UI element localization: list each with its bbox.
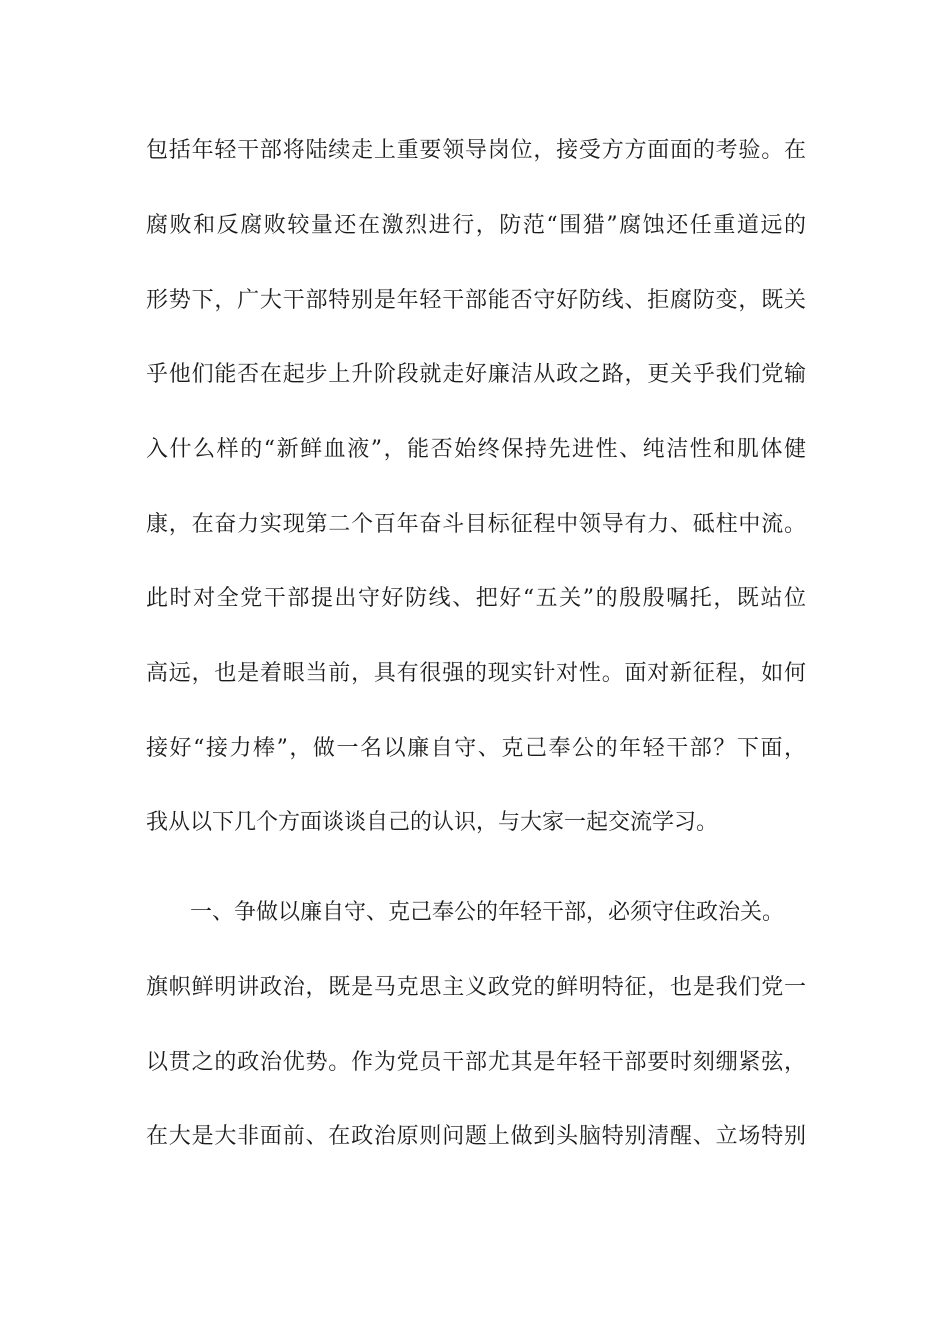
text-line-9: 接好“接力棒”，做一名以廉自守、克己奉公的年轻干部？下面，: [146, 736, 806, 761]
text-line-4: 乎他们能否在起步上升阶段就走好廉洁从政之路，更关乎我们党输: [146, 362, 806, 387]
text-line-14: 在大是大非面前、在政治原则问题上做到头脑特别清醒、立场特别: [146, 1124, 806, 1149]
text-line-3: 形势下，广大干部特别是年轻干部能否守好防线、拒腐防变，既关: [146, 288, 806, 313]
text-line-1: 包括年轻干部将陆续走上重要领导岗位，接受方方面面的考验。在: [146, 138, 806, 163]
section-heading: 一、争做以廉自守、克己奉公的年轻干部，必须守住政治关。: [190, 900, 785, 925]
text-line-10: 我从以下几个方面谈谈自己的认识，与大家一起交流学习。: [146, 810, 719, 835]
text-line-8: 高远，也是着眼当前，具有很强的现实针对性。面对新征程，如何: [146, 661, 806, 686]
text-line-5: 入什么样的“新鲜血液”，能否始终保持先进性、纯洁性和肌体健: [146, 437, 806, 462]
text-line-2: 腐败和反腐败较量还在激烈进行，防范“围猎”腐蚀还任重道远的: [146, 213, 806, 238]
text-line-7: 此时对全党干部提出守好防线、把好“五关”的殷殷嘱托，既站位: [146, 586, 806, 611]
text-line-12: 旗帜鲜明讲政治，既是马克思主义政党的鲜明特征，也是我们党一: [146, 975, 806, 1000]
text-line-6: 康，在奋力实现第二个百年奋斗目标征程中领导有力、砥柱中流。: [146, 512, 806, 537]
text-line-13: 以贯之的政治优势。作为党员干部尤其是年轻干部要时刻绷紧弦，: [146, 1050, 806, 1075]
